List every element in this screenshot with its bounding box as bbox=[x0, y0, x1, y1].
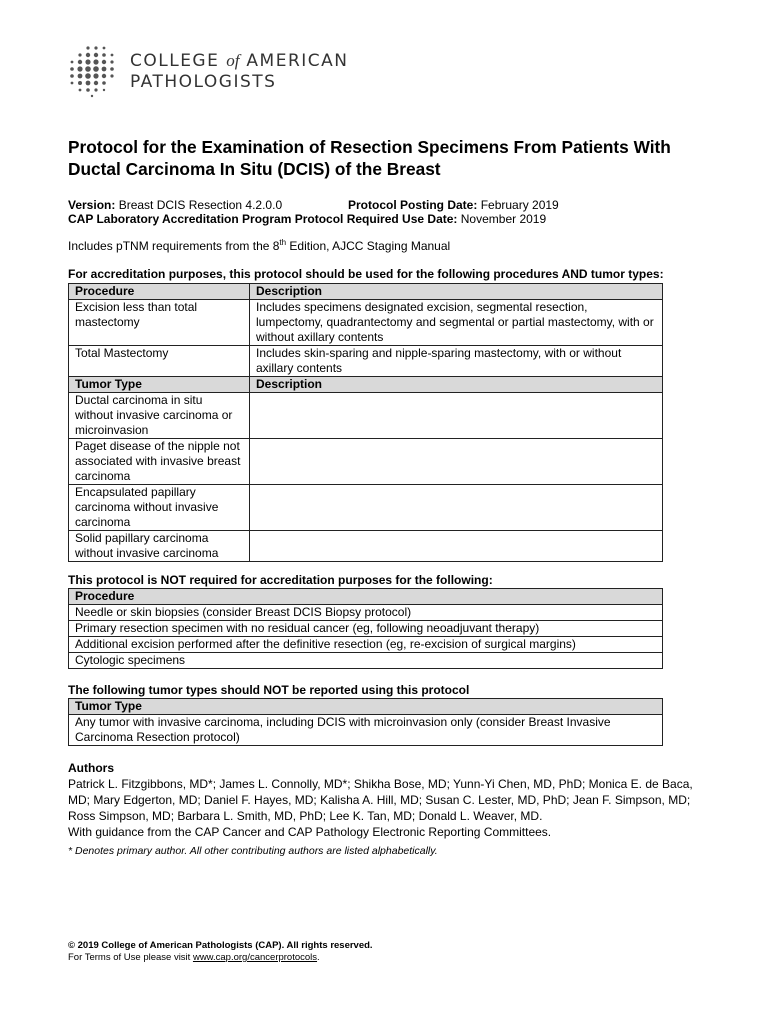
table-row: Solid papillary carcinoma without invasive carcinoma bbox=[69, 531, 663, 562]
table-header-row: Tumor Type Description bbox=[69, 377, 663, 393]
version-block: Version: Breast DCIS Resection 4.2.0.0 Protocol Posting Date: February 2019 CAP Laboratory Accreditation Program Protocol Required Use Date: November 2019 bbox=[68, 198, 559, 226]
table-row: Primary resection specimen with no residual cancer (eg, following neoadjuvant therapy) bbox=[69, 621, 663, 637]
table-header-row: Procedure bbox=[69, 589, 663, 605]
table-row: Cytologic specimens bbox=[69, 653, 663, 669]
accreditation-heading: For accreditation purposes, this protocol should be used for the following procedures AND tumor types: bbox=[68, 267, 664, 281]
not-required-heading: This protocol is NOT required for accreditation purposes for the following: bbox=[68, 573, 493, 587]
cap-logo bbox=[66, 44, 386, 98]
terms-link[interactable]: www.cap.org/cancerprotocols bbox=[192, 952, 318, 963]
table-row: Encapsulated papillary carcinoma without invasive carcinoma bbox=[69, 485, 663, 531]
table-row: Total Mastectomy Includes skin-sparing and nipple-sparing mastectomy, with or without axillary contents bbox=[69, 346, 663, 377]
table-row: Needle or skin biopsies (consider Breast DCIS Biopsy protocol) bbox=[69, 605, 663, 621]
authors-guidance: With guidance from the CAP Cancer and CAP Pathology Electronic Reporting Committees. bbox=[68, 825, 552, 839]
authors-list: Patrick L. Fitzgibbons, MD*; James L. Connolly, MD*; Shikha Bose, MD; Yunn-Yi Chen, MD, PhD; Monica E. de Baca, MD; Mary Edgerton, MD; Daniel F. Hayes, MD; Kalisha A. Hill, MD; Susan C. Lester, MD, PhD; Jean F. Simpson, MD; Ross Simpson, MD; Barbara L. Smith, MD, PhD; Lee K. Tan, MD; Donald L. Weaver, MD. bbox=[68, 777, 693, 823]
table-row: Ductal carcinoma in situ without invasive carcinoma or microinvasion bbox=[69, 393, 663, 439]
accreditation-table bbox=[68, 283, 663, 562]
copyright: © 2019 College of American Pathologists (CAP). All rights reserved. bbox=[68, 940, 373, 951]
table-row: Any tumor with invasive carcinoma, including DCIS with microinvasion only (consider Breast Invasive Carcinoma Resection protocol) bbox=[69, 715, 663, 746]
cap-dot-grid-icon bbox=[66, 44, 122, 98]
table-row: Excision less than total mastectomy Includes specimens designated excision, segmental resection, lumpectomy, quadrantectomy and segmental or partial mastectomy, with or without axillary contents bbox=[69, 300, 663, 346]
not-reported-table bbox=[68, 698, 663, 746]
footer bbox=[68, 940, 373, 964]
authors-section bbox=[68, 760, 708, 859]
table-header-row: Tumor Type bbox=[69, 699, 663, 715]
authors-footnote: * Denotes primary author. All other contributing authors are listed alphabetically. bbox=[68, 845, 438, 857]
authors-heading: Authors bbox=[68, 761, 114, 775]
not-required-table bbox=[68, 588, 663, 669]
table-row: Additional excision performed after the definitive resection (eg, re-excision of surgical margins) bbox=[69, 637, 663, 653]
table-row: Paget disease of the nipple not associated with invasive breast carcinoma bbox=[69, 439, 663, 485]
cap-wordmark: COLLEGE of AMERICAN PATHOLOGISTS bbox=[130, 51, 349, 92]
not-reported-heading: The following tumor types should NOT be reported using this protocol bbox=[68, 683, 470, 697]
terms-of-use: For Terms of Use please visit www.cap.org/cancerprotocols. bbox=[68, 952, 320, 963]
table-header-row: Procedure Description bbox=[69, 284, 663, 300]
document-title: Protocol for the Examination of Resection Specimens From Patients With Ductal Carcinoma In Situ (DCIS) of the Breast bbox=[68, 137, 671, 179]
ptnm-note: Includes pTNM requirements from the 8th Edition, AJCC Staging Manual bbox=[68, 238, 451, 253]
